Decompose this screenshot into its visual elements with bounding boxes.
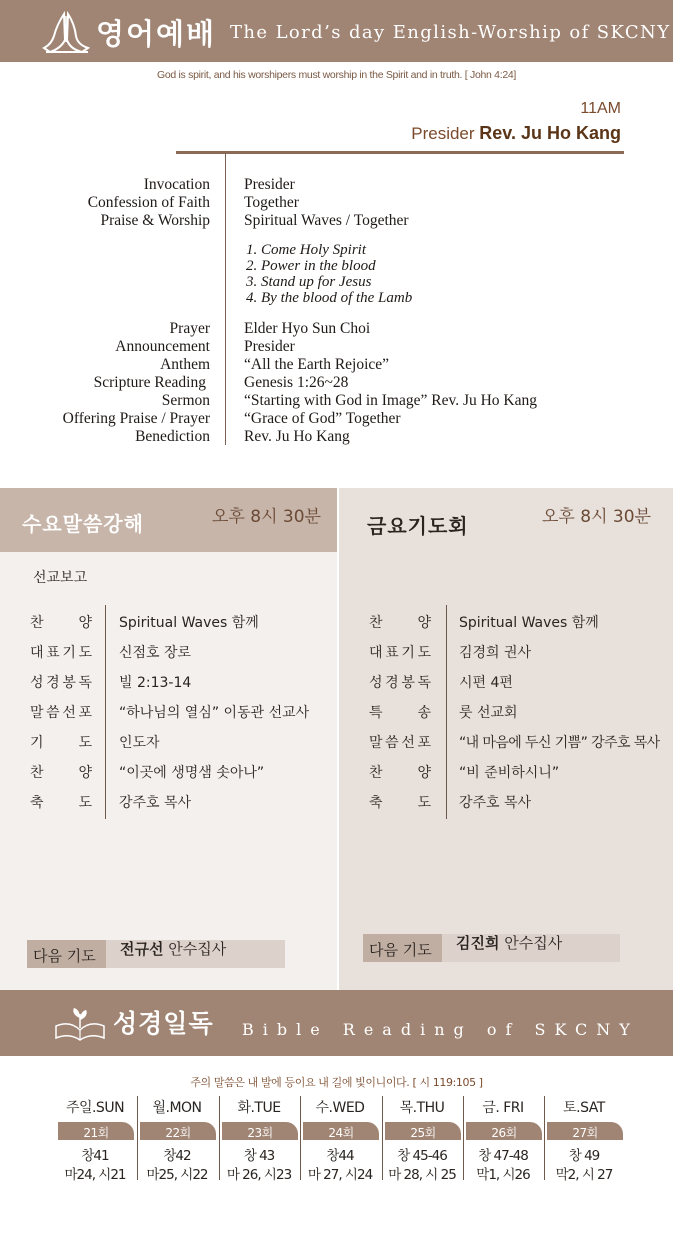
friday-header bbox=[339, 488, 673, 552]
reading-line-1: 창 45-46 bbox=[397, 1148, 447, 1164]
presider-label: Presider bbox=[411, 124, 475, 143]
fri-row-value: “비 준비하시니” bbox=[459, 765, 560, 781]
wed-row-value: “하나님의 열심” 이동관 선교사 bbox=[119, 705, 310, 721]
day-col-sat bbox=[544, 1096, 624, 1196]
reading-count-pill: 21회 bbox=[58, 1122, 134, 1140]
fri-row-value: “내 마음에 두신 기쁨” 강주호 목사 bbox=[459, 735, 660, 751]
order-label: Praise & Worship bbox=[100, 212, 210, 229]
wed-row-label: 기 도 bbox=[30, 735, 92, 751]
reading-line-2: 마 28, 시 25 bbox=[388, 1167, 456, 1183]
order-value: Presider bbox=[244, 338, 295, 355]
reading-line-1: 창44 bbox=[326, 1148, 354, 1164]
wed-row-label: 축 도 bbox=[30, 795, 92, 811]
psalm-verse: 주의 말씀은 내 발에 등이요 내 길에 빛이니이다. [ 시 119:105 ] bbox=[190, 1076, 483, 1089]
wed-row-label: 대 표 기 도 bbox=[30, 645, 92, 661]
day-label: 토.SAT bbox=[563, 1100, 605, 1116]
wed-row-label: 찬 양 bbox=[30, 765, 92, 781]
presider-name: Rev. Ju Ho Kang bbox=[479, 123, 621, 143]
open-book-sprout-icon bbox=[52, 1006, 108, 1042]
day-label: 월.MON bbox=[152, 1100, 202, 1116]
fri-row-label: 성 경 봉 독 bbox=[369, 675, 431, 691]
reading-line-2: 막1, 시26 bbox=[476, 1167, 530, 1183]
order-label: Scripture Reading bbox=[93, 374, 206, 391]
reading-line-2: 마 27, 시24 bbox=[307, 1167, 373, 1183]
order-row-sermon bbox=[0, 392, 673, 410]
friday-title: 금요기도회 bbox=[367, 514, 469, 538]
order-label: Invocation bbox=[143, 176, 210, 193]
fri-row-label: 찬 양 bbox=[369, 615, 431, 631]
order-label: Prayer bbox=[169, 320, 210, 337]
reading-line-2: 막2, 시 27 bbox=[555, 1167, 613, 1183]
reading-line-1: 창 49 bbox=[568, 1148, 600, 1164]
reading-count-pill: 22회 bbox=[140, 1122, 216, 1140]
reading-count-pill: 27회 bbox=[547, 1122, 623, 1140]
wed-row-label: 말 씀 선 포 bbox=[30, 705, 92, 721]
order-value: Elder Hyo Sun Choi bbox=[244, 320, 371, 337]
wednesday-title: 수요말씀강해 bbox=[22, 512, 144, 536]
order-label: Benediction bbox=[135, 428, 210, 445]
day-col-tue bbox=[219, 1096, 299, 1196]
fri-row-value: 룻 선교회 bbox=[459, 705, 518, 721]
order-row-prayer bbox=[0, 320, 673, 338]
reading-line-1: 창41 bbox=[81, 1148, 109, 1164]
order-value: “All the Earth Rejoice” bbox=[244, 356, 390, 373]
order-value: “Grace of God” Together bbox=[244, 410, 401, 427]
order-value: Together bbox=[244, 194, 299, 211]
bible-reading-banner bbox=[0, 990, 673, 1056]
header-banner bbox=[0, 0, 673, 62]
wed-row-value: 신점호 장로 bbox=[119, 645, 192, 661]
header-en-title: The Lord’s day English-Worship of SKCNY bbox=[230, 22, 671, 43]
day-label: 목.THU bbox=[399, 1100, 445, 1116]
order-value: Spiritual Waves / Together bbox=[244, 212, 409, 229]
order-row-praise bbox=[0, 212, 673, 230]
order-row-announcement bbox=[0, 338, 673, 356]
fri-row-value: Spiritual Waves 함께 bbox=[459, 615, 599, 631]
wednesday-header bbox=[0, 488, 337, 552]
friday-time: 오후 8시 30분 bbox=[542, 507, 651, 527]
fri-row-label: 말 씀 선 포 bbox=[369, 735, 431, 751]
order-label: Sermon bbox=[161, 392, 210, 409]
bible-reading-en-title: Bible Reading of SKCNY bbox=[242, 1020, 639, 1039]
order-row-offering bbox=[0, 410, 673, 428]
day-col-fri bbox=[463, 1096, 543, 1196]
wed-row-value: 인도자 bbox=[119, 735, 160, 751]
hymn-item: 3. Stand up for Jesus bbox=[246, 274, 372, 290]
wed-row-value: “이곳에 생명샘 솟아나” bbox=[119, 765, 265, 781]
fri-next-prayer-tag: 다음 기도 bbox=[363, 934, 442, 962]
hymn-item: 4. By the blood of the Lamb bbox=[246, 290, 413, 306]
fri-row-label: 축 도 bbox=[369, 795, 431, 811]
order-value: Genesis 1:26~28 bbox=[244, 374, 349, 391]
reading-line-2: 마24, 시21 bbox=[64, 1167, 126, 1183]
day-label: 수.WED bbox=[315, 1100, 365, 1116]
wednesday-time: 오후 8시 30분 bbox=[212, 507, 321, 527]
wed-next-prayer-name: 전규선 안수집사 bbox=[120, 940, 227, 958]
order-row-anthem bbox=[0, 356, 673, 374]
order-row-scripture bbox=[0, 374, 673, 392]
hymn-item: 1. Come Holy Spirit bbox=[246, 242, 366, 258]
fri-row-value: 김경희 권사 bbox=[459, 645, 532, 661]
hymn-item: 2. Power in the blood bbox=[246, 258, 376, 274]
day-col-mon bbox=[137, 1096, 217, 1196]
day-label: 화.TUE bbox=[237, 1100, 281, 1116]
reading-count-pill: 25회 bbox=[385, 1122, 461, 1140]
wed-row-label: 찬 양 bbox=[30, 615, 92, 631]
fri-row-label: 찬 양 bbox=[369, 765, 431, 781]
fri-row-value: 시편 4편 bbox=[459, 675, 513, 691]
reading-line-1: 창42 bbox=[163, 1148, 191, 1164]
day-label: 금. FRI bbox=[482, 1100, 524, 1116]
order-value: “Starting with God in Image” Rev. Ju Ho Kang bbox=[244, 392, 538, 409]
order-row-invocation bbox=[0, 176, 673, 194]
order-label: Offering Praise / Prayer bbox=[62, 410, 210, 427]
order-row-confession bbox=[0, 194, 673, 212]
bible-reading-kr-title: 성경일독 bbox=[113, 1009, 214, 1038]
fri-row-label: 대 표 기 도 bbox=[369, 645, 431, 661]
order-label: Confession of Faith bbox=[87, 194, 210, 211]
service-time: 11AM bbox=[580, 100, 621, 117]
fri-row-label: 특 송 bbox=[369, 705, 431, 721]
praying-hands-icon bbox=[42, 10, 90, 54]
day-label: 주일.SUN bbox=[65, 1100, 125, 1116]
fri-row-value: 강주호 목사 bbox=[459, 795, 532, 811]
reading-line-1: 창 43 bbox=[243, 1148, 275, 1164]
day-col-sun bbox=[55, 1096, 135, 1196]
order-row-benediction bbox=[0, 428, 673, 446]
reading-line-2: 마 26, 시23 bbox=[226, 1167, 292, 1183]
reading-line-1: 창 47-48 bbox=[478, 1148, 528, 1164]
john-verse: God is spirit, and his worshipers must worship in the Spirit and in truth. [ John 4:24] bbox=[156, 69, 517, 81]
reading-count-pill: 24회 bbox=[303, 1122, 379, 1140]
day-col-thu bbox=[382, 1096, 462, 1196]
presider-divider bbox=[176, 151, 624, 154]
mission-report: 선교보고 bbox=[33, 570, 88, 586]
order-label: Anthem bbox=[160, 356, 210, 373]
wed-row-label: 성 경 봉 독 bbox=[30, 675, 92, 691]
order-value: Presider bbox=[244, 176, 295, 193]
day-col-wed bbox=[300, 1096, 380, 1196]
order-value: Rev. Ju Ho Kang bbox=[244, 428, 350, 445]
friday-divider bbox=[446, 605, 447, 819]
wed-row-value: 강주호 목사 bbox=[119, 795, 192, 811]
wednesday-divider bbox=[105, 605, 106, 819]
reading-line-2: 마25, 시22 bbox=[146, 1167, 208, 1183]
presider-line bbox=[411, 123, 621, 144]
reading-count-pill: 23회 bbox=[222, 1122, 298, 1140]
header-kr-title: 영어예배 bbox=[96, 17, 217, 51]
fri-next-prayer-name: 김진희 안수집사 bbox=[456, 934, 563, 952]
reading-count-pill: 26회 bbox=[466, 1122, 542, 1140]
wed-row-value: 빌 2:13-14 bbox=[119, 675, 192, 691]
wed-next-prayer-tag: 다음 기도 bbox=[27, 940, 106, 968]
order-label: Announcement bbox=[115, 338, 210, 355]
wed-row-value: Spiritual Waves 함께 bbox=[119, 615, 259, 631]
